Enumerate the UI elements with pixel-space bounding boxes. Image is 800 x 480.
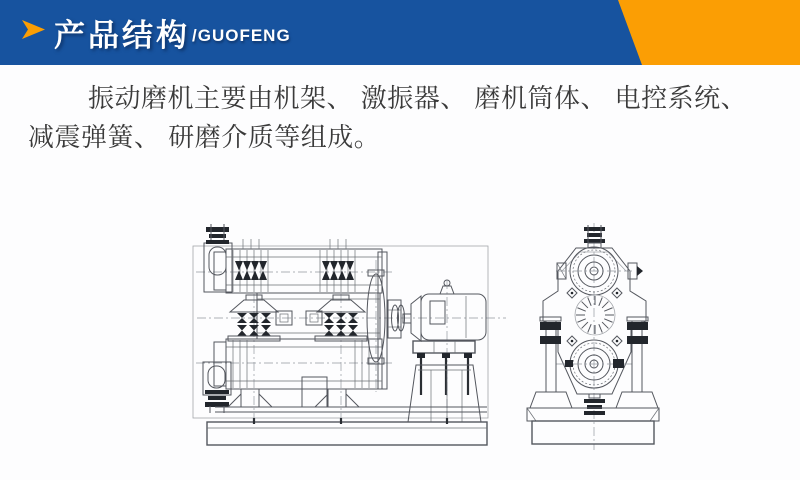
page-title: 产品结构 <box>54 18 190 53</box>
side-view-drawing <box>193 224 506 445</box>
paragraph-line-1: 振动磨机主要由机架、 激振器、 磨机筒体、 电控系统、 <box>88 83 748 113</box>
paragraph-line-2: 减震弹簧、 研磨介质等组成。 <box>28 122 381 152</box>
page-subtitle: /GUOFENG <box>192 26 291 45</box>
end-view-drawing <box>527 223 659 450</box>
